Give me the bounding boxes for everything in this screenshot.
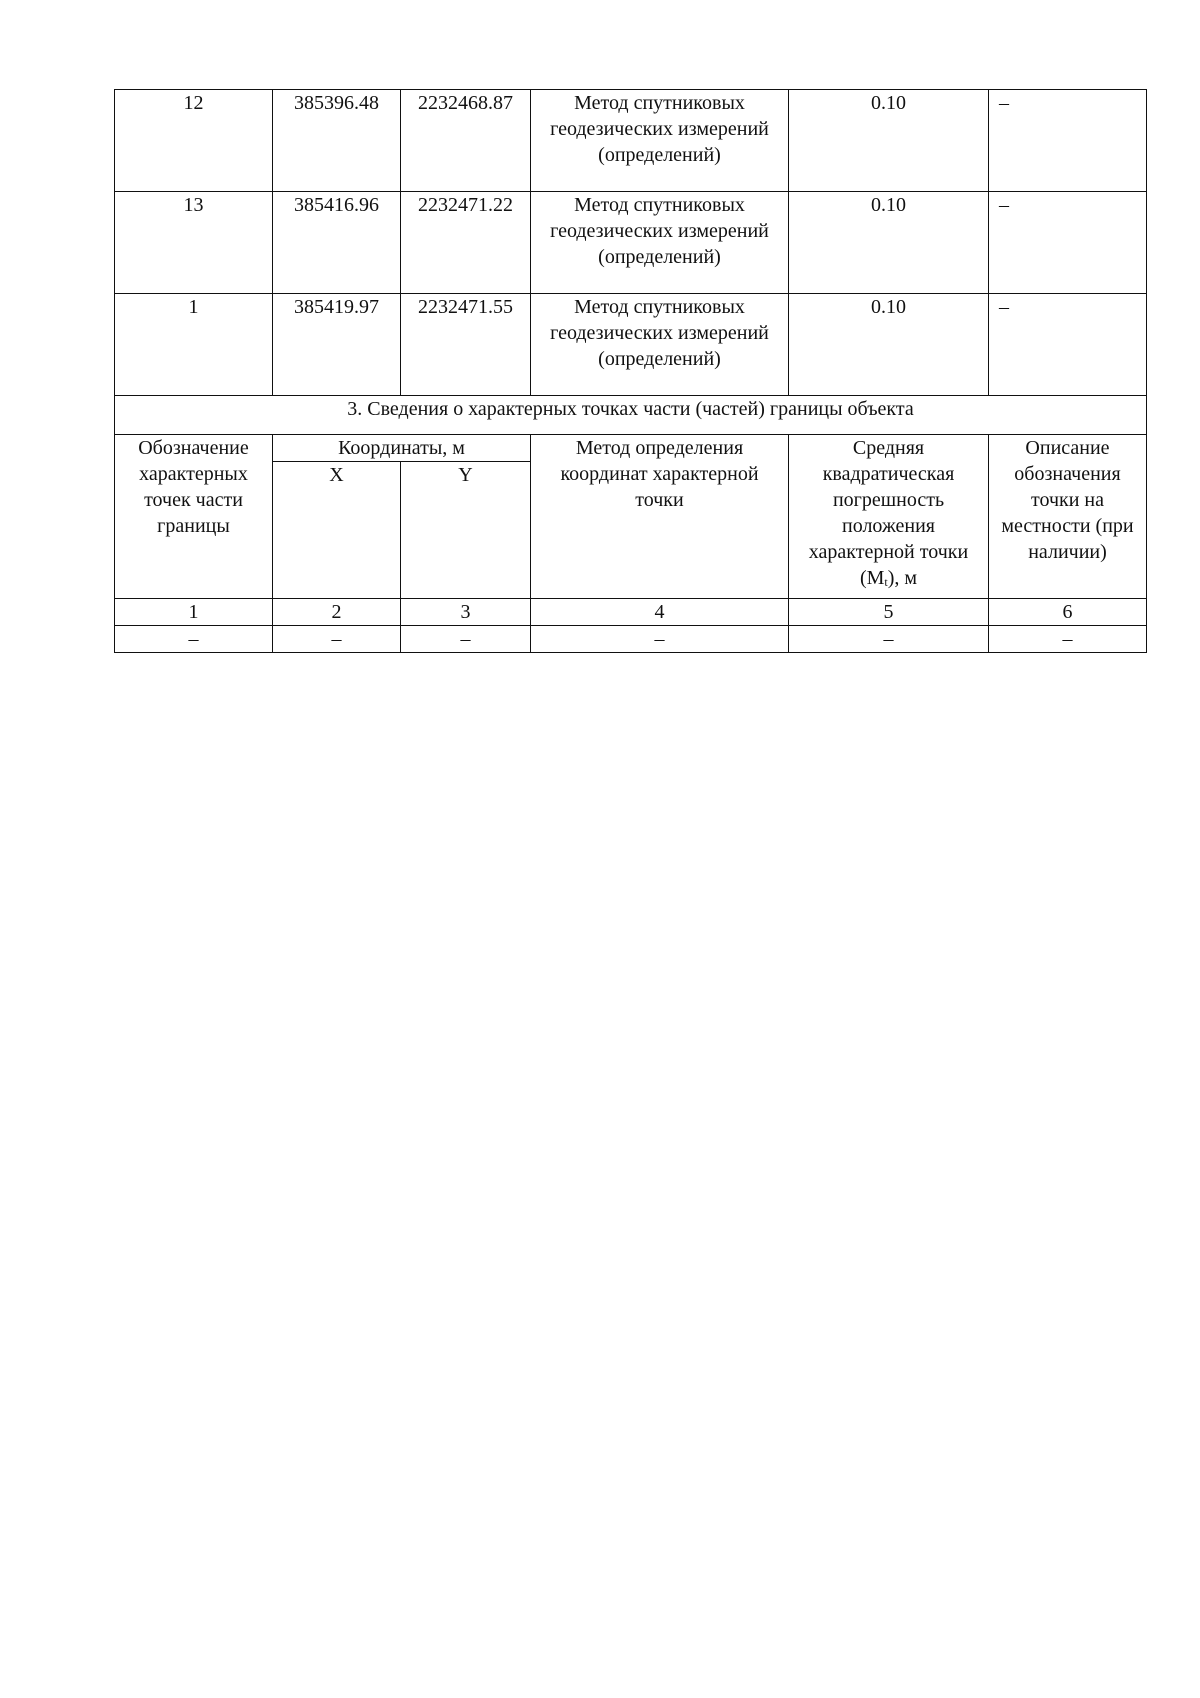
point-x: 385396.48 (273, 90, 401, 192)
header-error-subscript: t (884, 575, 888, 589)
header-description: Описание обозначения точки на местности (при наличии) (989, 435, 1147, 599)
point-y: 2232471.55 (401, 294, 531, 396)
point-y: 2232471.22 (401, 192, 531, 294)
table-row (115, 626, 1147, 653)
point-error: 0.10 (789, 192, 989, 294)
boundary-points-table (114, 89, 1147, 653)
point-method: Метод спутниковых геодезических измерений (определений) (531, 294, 789, 396)
section-title: 3. Сведения о характерных точках части (частей) границы объекта (115, 396, 1147, 435)
column-numbers-row (115, 599, 1147, 626)
header-coordinates: Координаты, м (273, 435, 531, 462)
empty-cell: – (401, 626, 531, 653)
empty-cell: – (273, 626, 401, 653)
column-number: 3 (401, 599, 531, 626)
empty-cell: – (789, 626, 989, 653)
point-description: – (989, 294, 1147, 396)
table-row (115, 192, 1147, 294)
column-number: 6 (989, 599, 1147, 626)
column-number: 1 (115, 599, 273, 626)
empty-cell: – (531, 626, 789, 653)
header-error-prefix: Средняя квадратическая погрешность положения характерной точки (M (808, 437, 969, 589)
point-id: 12 (115, 90, 273, 192)
point-x: 385419.97 (273, 294, 401, 396)
header-error-suffix: ), м (887, 567, 918, 589)
point-y: 2232468.87 (401, 90, 531, 192)
header-point-designation: Обозначение характерных точек части границы (115, 435, 273, 599)
header-y: Y (401, 462, 531, 599)
empty-cell: – (989, 626, 1147, 653)
point-id: 1 (115, 294, 273, 396)
column-number: 2 (273, 599, 401, 626)
point-description: – (989, 90, 1147, 192)
empty-cell: – (115, 626, 273, 653)
header-method: Метод определения координат характерной точки (531, 435, 789, 599)
header-row (115, 435, 1147, 462)
column-number: 5 (789, 599, 989, 626)
table-row (115, 294, 1147, 396)
point-id: 13 (115, 192, 273, 294)
header-x: X (273, 462, 401, 599)
table-row (115, 90, 1147, 192)
point-method: Метод спутниковых геодезических измерений (определений) (531, 90, 789, 192)
section-heading-row (115, 396, 1147, 435)
point-method: Метод спутниковых геодезических измерений (определений) (531, 192, 789, 294)
point-x: 385416.96 (273, 192, 401, 294)
point-error: 0.10 (789, 90, 989, 192)
point-description: – (989, 192, 1147, 294)
column-number: 4 (531, 599, 789, 626)
point-error: 0.10 (789, 294, 989, 396)
header-error (789, 435, 989, 599)
